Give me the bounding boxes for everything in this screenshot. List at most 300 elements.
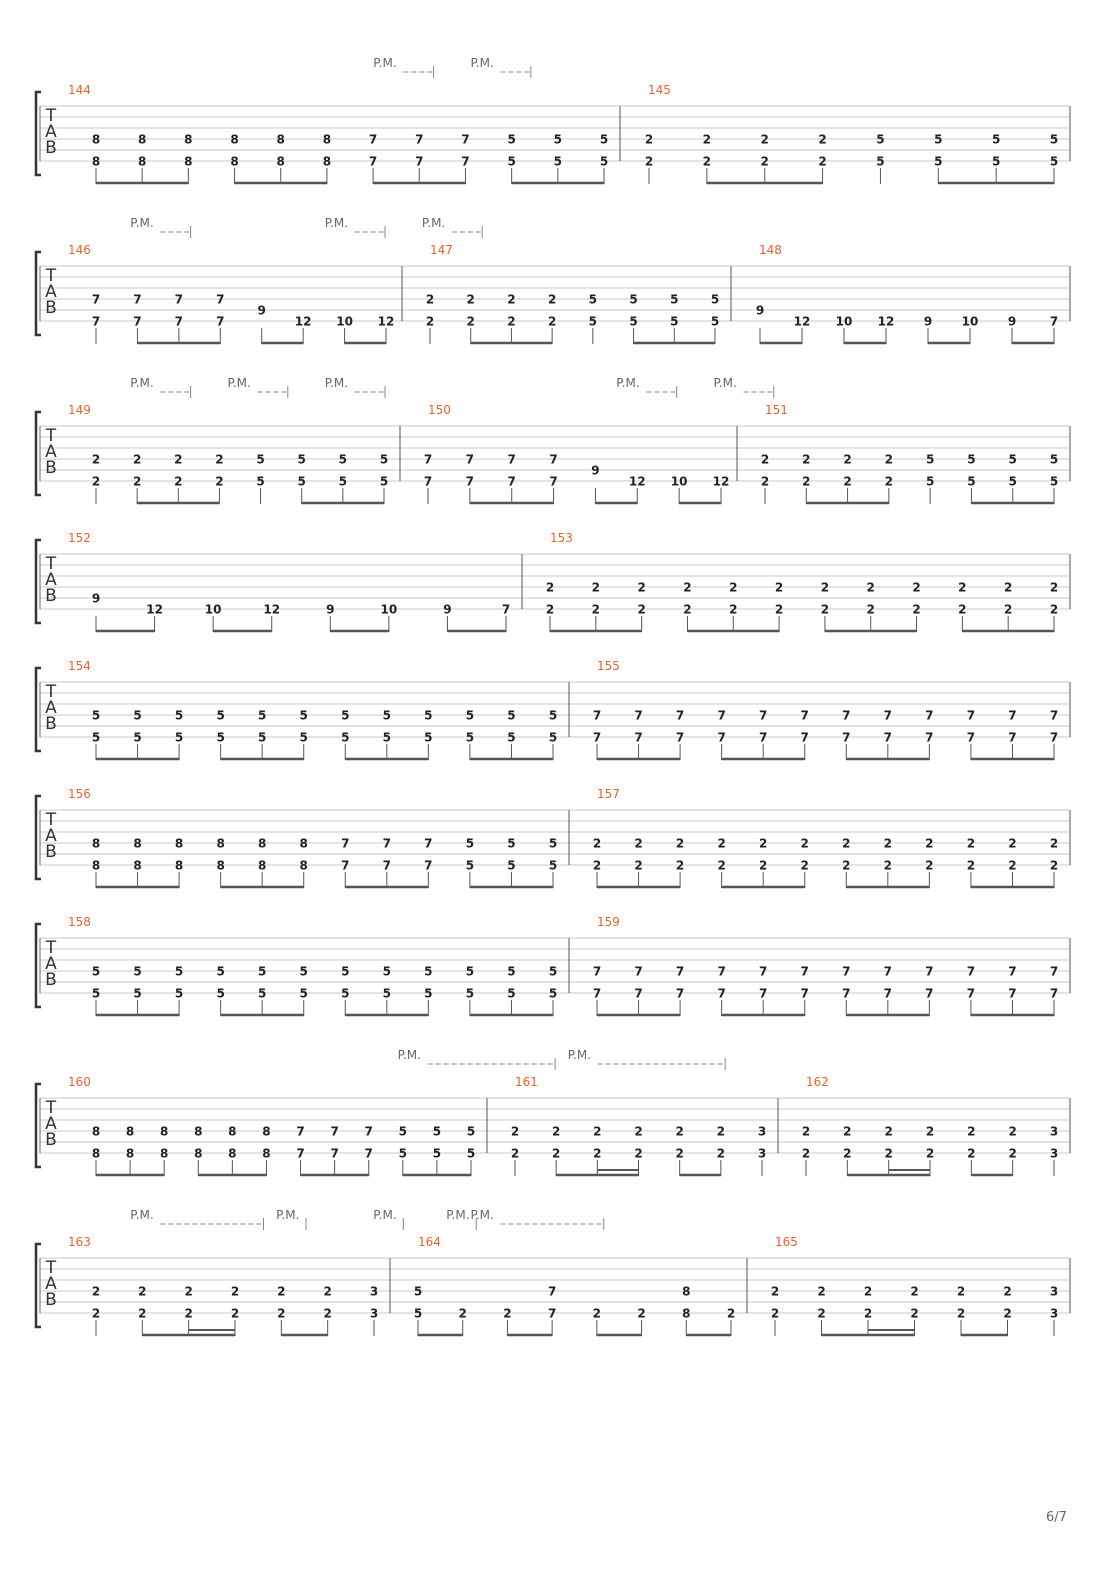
palm-mute-label: P.M. [446, 1208, 470, 1222]
fret-number: 5 [629, 292, 638, 307]
fret-number: 10 [670, 474, 688, 489]
fret-number: 8 [258, 836, 267, 851]
fret-number: 2 [1008, 858, 1017, 873]
fret-number: 8 [184, 132, 193, 147]
fret-number: 8 [194, 1124, 203, 1139]
fret-number: 7 [925, 964, 934, 979]
fret-number: 5 [258, 964, 267, 979]
fret-number: 2 [675, 836, 685, 851]
fret-number: 7 [717, 730, 726, 745]
fret-number: 2 [1003, 1284, 1012, 1299]
fret-number: 5 [174, 986, 184, 1001]
fret-number: 8 [230, 132, 239, 147]
fret-number: 7 [364, 1146, 373, 1161]
fret-number: 2 [1049, 580, 1059, 595]
fret-number: 5 [398, 1146, 407, 1161]
fret-number: 2 [132, 474, 142, 489]
fret-number: 7 [382, 858, 391, 873]
fret-number: 8 [91, 836, 101, 851]
palm-mute-label: P.M. [616, 376, 640, 390]
fret-number: 2 [759, 836, 768, 851]
fret-number: 7 [415, 154, 424, 169]
palm-mute-label: P.M. [373, 1208, 397, 1222]
tab-clef-letter: B [45, 458, 57, 478]
fret-number: 7 [1008, 986, 1017, 1001]
measure-number: 157 [597, 787, 620, 801]
fret-number: 12 [294, 314, 312, 329]
fret-number: 5 [424, 964, 433, 979]
fret-number: 2 [884, 452, 894, 467]
fret-number: 2 [884, 474, 894, 489]
fret-number: 8 [262, 1124, 271, 1139]
fret-number: 5 [548, 858, 558, 873]
measure-number: 154 [68, 659, 91, 673]
fret-number: 8 [228, 1124, 237, 1139]
fret-number: 5 [465, 858, 475, 873]
fret-number: 7 [364, 1124, 373, 1139]
fret-number: 2 [644, 154, 654, 169]
tab-clef-letter: B [45, 970, 57, 990]
fret-number: 7 [549, 474, 558, 489]
fret-number: 2 [503, 1306, 512, 1321]
fret-number: 2 [863, 1284, 873, 1299]
fret-number: 7 [133, 314, 142, 329]
fret-number: 7 [507, 452, 516, 467]
measure-number: 144 [68, 83, 91, 97]
fret-number: 3 [757, 1146, 767, 1161]
fret-number: 2 [683, 602, 692, 617]
measure-number: 161 [515, 1075, 538, 1089]
fret-number: 2 [729, 602, 738, 617]
fret-number: 2 [138, 1284, 147, 1299]
fret-number: 2 [323, 1306, 332, 1321]
measure-number: 156 [68, 787, 91, 801]
fret-number: 5 [599, 154, 609, 169]
fret-number: 12 [712, 474, 730, 489]
fret-number: 2 [925, 1146, 935, 1161]
fret-number: 5 [174, 730, 184, 745]
fret-number: 2 [760, 154, 769, 169]
fret-number: 5 [599, 132, 609, 147]
fret-number: 5 [588, 314, 598, 329]
fret-number: 5 [507, 964, 516, 979]
fret-number: 2 [726, 1306, 736, 1321]
fret-number: 7 [174, 314, 184, 329]
fret-number: 3 [757, 1124, 767, 1139]
tab-clef-letter: A [45, 570, 57, 590]
fret-number: 3 [1049, 1124, 1059, 1139]
fret-number: 2 [277, 1284, 286, 1299]
fret-number: 2 [817, 1284, 826, 1299]
fret-number: 2 [956, 1306, 966, 1321]
fret-number: 5 [967, 452, 976, 467]
fret-number: 8 [184, 154, 193, 169]
fret-number: 7 [1049, 314, 1059, 329]
fret-number: 8 [682, 1306, 691, 1321]
fret-number: 2 [770, 1284, 780, 1299]
fret-number: 2 [958, 602, 967, 617]
measure-number: 163 [68, 1235, 91, 1249]
fret-number: 2 [760, 452, 770, 467]
fret-number: 9 [443, 602, 452, 617]
fret-number: 8 [216, 858, 225, 873]
fret-number: 7 [1008, 708, 1017, 723]
fret-number: 2 [800, 858, 809, 873]
fret-number: 5 [341, 708, 350, 723]
fret-number: 3 [1049, 1306, 1059, 1321]
fret-number: 7 [925, 708, 934, 723]
fret-number: 8 [682, 1284, 691, 1299]
fret-number: 5 [876, 132, 885, 147]
measure-number: 149 [68, 403, 91, 417]
fret-number: 10 [835, 314, 853, 329]
fret-number: 5 [466, 1124, 476, 1139]
fret-number: 2 [1008, 836, 1017, 851]
palm-mute-label: P.M. [324, 376, 349, 390]
fret-number: 5 [258, 730, 267, 745]
fret-number: 2 [592, 1306, 602, 1321]
fret-number: 3 [369, 1284, 379, 1299]
fret-number: 2 [910, 1306, 919, 1321]
tab-clef-letter: A [45, 442, 57, 462]
fret-number: 2 [683, 580, 692, 595]
palm-mute-label: P.M. [397, 1048, 421, 1062]
fret-number: 7 [759, 730, 768, 745]
fret-number: 9 [326, 602, 335, 617]
fret-number: 5 [553, 132, 562, 147]
fret-number: 7 [634, 964, 643, 979]
fret-number: 5 [1049, 154, 1059, 169]
fret-number: 2 [138, 1306, 147, 1321]
fret-number: 5 [466, 1146, 476, 1161]
fret-number: 2 [637, 580, 646, 595]
fret-number: 5 [934, 154, 943, 169]
fret-number: 2 [925, 858, 934, 873]
fret-number: 5 [297, 474, 306, 489]
fret-number: 5 [548, 836, 558, 851]
fret-number: 7 [842, 708, 851, 723]
fret-number: 8 [258, 858, 267, 873]
fret-number: 8 [299, 858, 308, 873]
fret-number: 7 [216, 314, 225, 329]
fret-number: 2 [593, 1146, 602, 1161]
fret-number: 2 [230, 1284, 240, 1299]
fret-number: 7 [966, 964, 976, 979]
fret-number: 2 [1004, 580, 1013, 595]
fret-number: 7 [675, 708, 685, 723]
fret-number: 7 [883, 708, 892, 723]
fret-number: 5 [507, 836, 516, 851]
fret-number: 2 [925, 836, 934, 851]
fret-number: 2 [843, 474, 852, 489]
fret-number: 7 [759, 986, 768, 1001]
fret-number: 5 [133, 708, 142, 723]
fret-number: 5 [258, 708, 267, 723]
fret-number: 2 [956, 1284, 966, 1299]
fret-number: 2 [716, 1146, 726, 1161]
fret-number: 7 [966, 708, 976, 723]
fret-number: 8 [91, 154, 101, 169]
tab-clef-letter: A [45, 698, 57, 718]
fret-number: 5 [548, 986, 558, 1001]
fret-number: 5 [398, 1124, 407, 1139]
fret-number: 5 [379, 474, 389, 489]
fret-number: 7 [592, 708, 602, 723]
fret-number: 2 [1004, 602, 1013, 617]
fret-number: 5 [341, 964, 350, 979]
fret-number: 7 [1049, 986, 1059, 1001]
fret-number: 7 [759, 964, 768, 979]
fret-number: 7 [842, 964, 851, 979]
tab-clef-letter: T [45, 554, 57, 574]
fret-number: 10 [336, 314, 353, 329]
fret-number: 7 [423, 474, 433, 489]
fret-number: 2 [820, 602, 830, 617]
tab-clef-letter: B [45, 1130, 57, 1150]
fret-number: 7 [634, 708, 643, 723]
fret-number: 7 [296, 1124, 305, 1139]
fret-number: 5 [256, 474, 265, 489]
fret-number: 7 [800, 730, 809, 745]
fret-number: 2 [912, 580, 921, 595]
fret-number: 2 [634, 858, 643, 873]
fret-number: 2 [425, 314, 435, 329]
fret-number: 5 [341, 986, 350, 1001]
fret-number: 5 [382, 730, 391, 745]
fret-number: 2 [801, 1146, 811, 1161]
fret-number: 8 [138, 132, 147, 147]
fret-number: 7 [842, 986, 851, 1001]
fret-number: 2 [425, 292, 435, 307]
fret-number: 8 [322, 132, 332, 147]
fret-number: 5 [465, 708, 475, 723]
fret-number: 7 [592, 964, 602, 979]
fret-number: 5 [338, 474, 348, 489]
fret-number: 7 [966, 986, 976, 1001]
fret-number: 5 [925, 474, 935, 489]
measure-number: 165 [775, 1235, 798, 1249]
palm-mute-label: P.M. [470, 1208, 494, 1222]
fret-number: 2 [215, 452, 224, 467]
fret-number: 2 [966, 858, 976, 873]
fret-number: 10 [961, 314, 979, 329]
measure-number: 146 [68, 243, 91, 257]
fret-number: 2 [634, 836, 643, 851]
fret-number: 2 [466, 314, 475, 329]
tab-clef-letter: B [45, 138, 57, 158]
palm-mute-label: P.M. [227, 376, 251, 390]
fret-number: 2 [215, 474, 224, 489]
fret-number: 9 [257, 303, 266, 318]
fret-number: 7 [549, 452, 558, 467]
fret-number: 2 [760, 474, 770, 489]
fret-number: 7 [925, 986, 934, 1001]
fret-number: 2 [1049, 602, 1059, 617]
fret-number: 2 [551, 1146, 561, 1161]
fret-number: 8 [91, 1124, 101, 1139]
fret-number: 2 [702, 132, 712, 147]
fret-number: 2 [702, 154, 712, 169]
fret-number: 5 [299, 730, 308, 745]
fret-number: 2 [842, 836, 851, 851]
fret-number: 2 [958, 580, 967, 595]
tab-clef-letter: B [45, 1290, 57, 1310]
fret-number: 7 [717, 986, 726, 1001]
fret-number: 5 [465, 964, 475, 979]
fret-number: 5 [588, 292, 598, 307]
fret-number: 2 [716, 1124, 726, 1139]
fret-number: 5 [382, 964, 391, 979]
fret-number: 2 [1049, 858, 1059, 873]
tab-clef-letter: A [45, 826, 57, 846]
fret-number: 2 [637, 602, 646, 617]
fret-number: 8 [228, 1146, 237, 1161]
fret-number: 5 [507, 154, 516, 169]
fret-number: 5 [174, 708, 184, 723]
fret-number: 7 [800, 708, 809, 723]
fret-number: 5 [432, 1124, 442, 1139]
fret-number: 2 [1008, 1146, 1017, 1161]
fret-number: 8 [91, 132, 101, 147]
fret-number: 5 [1008, 452, 1017, 467]
fret-number: 2 [547, 292, 557, 307]
fret-number: 5 [216, 986, 225, 1001]
measure-number: 145 [648, 83, 671, 97]
fret-number: 5 [876, 154, 885, 169]
fret-number: 2 [884, 1146, 893, 1161]
fret-number: 2 [774, 580, 784, 595]
fret-number: 2 [91, 452, 101, 467]
fret-number: 2 [593, 1124, 602, 1139]
fret-number: 5 [382, 708, 391, 723]
fret-number: 7 [341, 858, 350, 873]
fret-number: 5 [299, 986, 308, 1001]
fret-number: 5 [1049, 132, 1059, 147]
fret-number: 2 [675, 1146, 684, 1161]
fret-number: 7 [382, 836, 391, 851]
fret-number: 2 [884, 1124, 893, 1139]
fret-number: 2 [91, 1284, 101, 1299]
page-number: 6/7 [1046, 1510, 1067, 1525]
measure-number: 153 [550, 531, 573, 545]
fret-number: 8 [125, 1146, 135, 1161]
fret-number: 9 [923, 314, 933, 329]
fret-number: 7 [1049, 730, 1059, 745]
fret-number: 2 [634, 1124, 643, 1139]
fret-number: 2 [592, 858, 602, 873]
tab-clef-letter: T [45, 938, 57, 958]
fret-number: 8 [299, 836, 308, 851]
fret-number: 10 [204, 602, 222, 617]
fret-number: 2 [591, 580, 600, 595]
fret-number: 8 [322, 154, 332, 169]
fret-number: 2 [551, 1124, 561, 1139]
fret-number: 2 [717, 858, 726, 873]
fret-number: 5 [91, 986, 101, 1001]
fret-number: 2 [729, 580, 738, 595]
tab-clef-letter: T [45, 682, 57, 702]
fret-number: 8 [174, 858, 184, 873]
fret-number: 5 [465, 730, 475, 745]
tab-clef-letter: A [45, 122, 57, 142]
fret-number: 8 [174, 836, 184, 851]
tab-clef-letter: B [45, 714, 57, 734]
fret-number: 5 [710, 292, 720, 307]
fret-number: 5 [934, 132, 943, 147]
fret-number: 7 [717, 964, 726, 979]
fret-number: 2 [644, 132, 654, 147]
fret-number: 5 [133, 986, 142, 1001]
fret-number: 5 [174, 964, 184, 979]
fret-number: 7 [501, 602, 511, 617]
fret-number: 5 [629, 314, 638, 329]
fret-number: 9 [755, 303, 765, 318]
fret-number: 5 [507, 708, 516, 723]
fret-number: 7 [592, 986, 602, 1001]
fret-number: 5 [507, 986, 516, 1001]
fret-number: 5 [338, 452, 348, 467]
fret-number: 2 [1049, 836, 1059, 851]
fret-number: 2 [174, 452, 183, 467]
palm-mute-label: P.M. [713, 376, 737, 390]
measure-number: 151 [765, 403, 788, 417]
fret-number: 5 [258, 986, 267, 1001]
fret-number: 2 [966, 836, 976, 851]
fret-number: 2 [843, 452, 852, 467]
measure-number: 164 [418, 1235, 441, 1249]
fret-number: 2 [591, 602, 600, 617]
fret-number: 8 [138, 154, 147, 169]
fret-number: 7 [368, 154, 378, 169]
fret-number: 2 [458, 1306, 467, 1321]
fret-number: 7 [883, 986, 892, 1001]
fret-number: 9 [91, 591, 101, 606]
fret-number: 7 [507, 474, 516, 489]
fret-number: 9 [591, 463, 600, 478]
fret-number: 5 [507, 730, 516, 745]
palm-mute-label: P.M. [130, 216, 154, 230]
fret-number: 2 [863, 1306, 873, 1321]
fret-number: 8 [262, 1146, 271, 1161]
fret-number: 8 [216, 836, 225, 851]
fret-number: 2 [910, 1284, 919, 1299]
fret-number: 7 [424, 858, 433, 873]
fret-number: 12 [377, 314, 395, 329]
fret-number: 10 [380, 602, 398, 617]
fret-number: 5 [925, 452, 935, 467]
fret-number: 7 [675, 986, 685, 1001]
fret-number: 5 [553, 154, 562, 169]
fret-number: 5 [991, 154, 1001, 169]
fret-number: 8 [160, 1124, 169, 1139]
measure-number: 159 [597, 915, 620, 929]
fret-number: 12 [877, 314, 895, 329]
fret-number: 7 [1049, 964, 1059, 979]
palm-mute-label: P.M. [324, 216, 349, 230]
fret-number: 2 [1008, 1124, 1017, 1139]
fret-number: 7 [547, 1284, 557, 1299]
fret-number: 5 [413, 1284, 423, 1299]
measure-number: 160 [68, 1075, 91, 1089]
tab-clef-letter: T [45, 426, 57, 446]
fret-number: 7 [330, 1146, 339, 1161]
fret-number: 2 [817, 1306, 826, 1321]
fret-number: 7 [423, 452, 433, 467]
fret-number: 5 [256, 452, 265, 467]
tab-clef-letter: T [45, 106, 57, 126]
fret-number: 5 [710, 314, 720, 329]
fret-number: 2 [634, 1146, 643, 1161]
